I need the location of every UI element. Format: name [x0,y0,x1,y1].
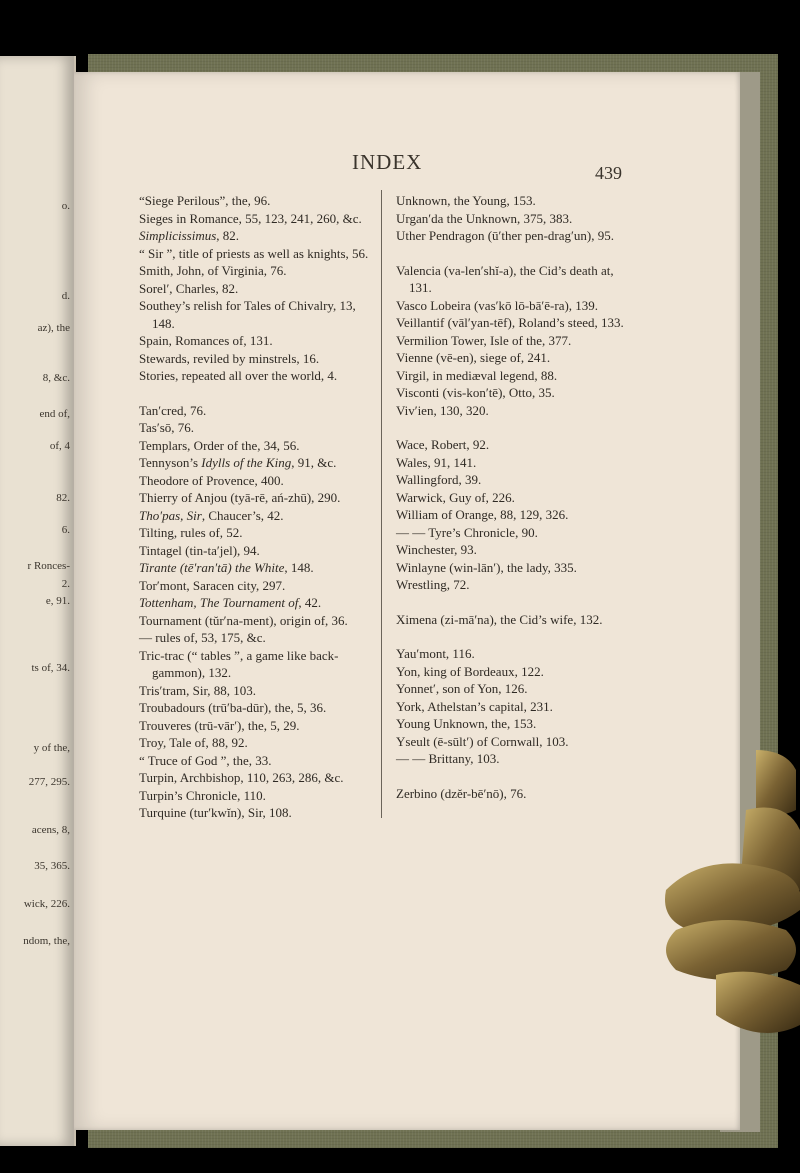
index-entry: William of Orange, 88, 129, 326. [396,507,569,522]
index-entry: Stewards, reviled by minstrels, 16. [139,350,320,366]
index-entry: Wales, 91, 141. [396,454,477,470]
index-entry: Theodore of Provence, 400. [139,472,284,488]
index-entry: Urgan′da the Unknown, 375, 383. [396,210,573,226]
index-entry: Ximena (zi-mā′na), the Cid’s wife, 132. [396,611,603,627]
index-entry: Uther Pendragon (ū′ther pen-drag′un), 95. [396,228,614,243]
index-entry: Valencia (va-len′shĭ-a), the Cid’s death at, 131. [396,262,614,295]
index-entry: Veillantif (vāl′yan-tēf), Roland’s steed, 133. [396,315,624,330]
italic-title: Tho′pas, Sir [139,507,202,523]
letter-group-gap [396,419,631,436]
brass-clasp-ornament [656,740,800,1040]
left-page-text-fragment: 8, &c. [42,372,70,384]
left-page-text-fragment: ndom, the, [23,935,70,947]
index-entry: Tournament (tŭr′na-ment), origin of, 36. [139,612,348,628]
page-title: INDEX [352,150,423,174]
italic-title: Tirante (tē′ran′tā) the White [139,560,285,575]
index-entry: Unknown, the Young, 153. [396,193,536,208]
index-entry: Wrestling, 72. [396,577,470,592]
index-entry: Yonnet′, son of Yon, 126. [396,681,528,696]
index-entry: Troy, Tale of, 88, 92. [139,735,248,750]
index-entry: Tintagel (tin-ta′jel), 94. [139,542,260,558]
index-entry: Yseult (ē-sūlt′) of Cornwall, 103. [396,733,569,749]
index-entry: Tris′tram, Sir, 88, 103. [139,682,257,698]
index-entry: Tilting, rules of, 52. [139,525,243,540]
left-page-text-fragment: 6. [61,524,70,536]
letter-group-gap [396,628,631,645]
index-entry: Troubadours (trū′ba-dūr), the, 5, 36. [139,700,327,715]
index-entry: Yau′mont, 116. [396,646,475,661]
index-entry: Vienne (vē-en), siege of, 241. [396,350,551,365]
index-entry: Trouveres (trū-vār′), the, 5, 29. [139,717,300,733]
index-entry: Virgil, in mediæval legend, 88. [396,367,558,383]
index-entry: Turpin, Archbishop, 110, 263, 286, &c. [139,770,344,785]
index-entry: Tas′sō, 76. [139,420,195,435]
index-entry: Turpin’s Chronicle, 110. [139,787,266,803]
left-page [0,56,76,1146]
left-page-text-fragment: 35, 365. [34,860,70,872]
index-entry: Southey’s relish for Tales of Chivalry, 13, 148. [139,298,356,331]
index-entry: Warwick, Guy of, 226. [396,489,515,505]
left-page-text-fragment: 82. [56,492,70,504]
index-entry: Tric-trac (“ tables ”, a game like back-gammon), 132. [139,647,339,680]
index-entry: Tho′pas, Sir, Chaucer’s, 42. [139,507,284,523]
index-entry: Sorel′, Charles, 82. [139,280,239,296]
left-page-text-fragment: r Ronces- [27,560,70,572]
left-page-text-fragment: az), the [37,322,70,334]
index-entry: Young Unknown, the, 153. [396,716,537,731]
italic-title: Tottenham, The Tournament of [139,595,299,610]
left-page-text-fragment: o. [61,200,70,212]
index-entry: “Siege Perilous”, the, 96. [139,193,271,208]
column-divider [381,190,382,818]
index-entry: Winchester, 93. [396,542,477,557]
left-page-text-fragment: d. [61,290,70,302]
index-entry: Spain, Romances of, 131. [139,333,273,348]
index-entry: Tennyson’s Idylls of the King, 91, &c. [139,455,337,470]
index-entry: Viv′ien, 130, 320. [396,402,489,418]
index-entry: Turquine (tur′kwĭn), Sir, 108. [139,805,292,820]
index-entry: Zerbino (dzĕr-bē′nō), 76. [396,785,527,801]
index-entry: Vasco Lobeira (vas′kō lō-bā′ē-ra), 139. [396,297,599,313]
left-page-text-fragment: 277, 295. [28,776,70,788]
index-entry: Yon, king of Bordeaux, 122. [396,663,544,679]
left-page-text-fragment: y of the, [33,742,70,754]
index-column-left [139,192,374,822]
index-entry: York, Athelstan’s capital, 231. [396,698,553,714]
index-entry: Wace, Robert, 92. [396,437,490,452]
index-entry: Simplicissimus, 82. [139,228,240,243]
index-entry: Templars, Order of the, 34, 56. [139,437,300,453]
italic-title: Simplicissimus [139,228,217,243]
letter-group-gap [396,768,631,785]
index-entry: Visconti (vis-kon′tē), Otto, 35. [396,385,555,400]
index-entry: Sieges in Romance, 55, 123, 241, 260, &c. [139,210,362,226]
left-page-text-fragment: wick, 226. [23,898,70,910]
left-page-text-fragment: e, 91. [45,595,70,607]
index-entry: Smith, John, of Virginia, 76. [139,263,287,278]
index-entry: “ Sir ”, title of priests as well as knights, 56. [139,245,369,261]
index-entry: — — Brittany, 103. [396,751,500,766]
index-entry: Tottenham, The Tournament of, 42. [139,595,322,610]
page-number: 439 [595,163,622,183]
index-entry: Tan′cred, 76. [139,402,207,418]
left-page-text-fragment: 2. [61,578,70,590]
letter-group-gap [139,385,374,402]
letter-group-gap [396,245,631,262]
index-entry: — rules of, 53, 175, &c. [139,630,266,645]
index-entry: Wallingford, 39. [396,472,482,487]
index-entry: Stories, repeated all over the world, 4. [139,368,338,383]
left-page-text-fragment: of, 4 [49,440,70,452]
index-column-right [396,192,631,802]
left-page-text-fragment: end of, [39,408,70,420]
left-page-text-fragment: acens, 8, [31,824,70,836]
index-entry: — — Tyre’s Chronicle, 90. [396,524,538,540]
index-entry: “ Truce of God ”, the, 33. [139,752,272,768]
italic-title: Idylls of the King [201,455,292,470]
index-entry: Thierry of Anjou (tyā-rē, ań-zhū), 290. [139,490,341,505]
letter-group-gap [396,594,631,611]
index-entry: Tor′mont, Saracen city, 297. [139,577,286,593]
index-entry: Tirante (tē′ran′tā) the White, 148. [139,560,314,575]
index-entry: Winlayne (win-lān′), the lady, 335. [396,559,577,575]
index-entry: Vermilion Tower, Isle of the, 377. [396,332,572,348]
left-page-text-fragment: ts of, 34. [31,662,70,674]
